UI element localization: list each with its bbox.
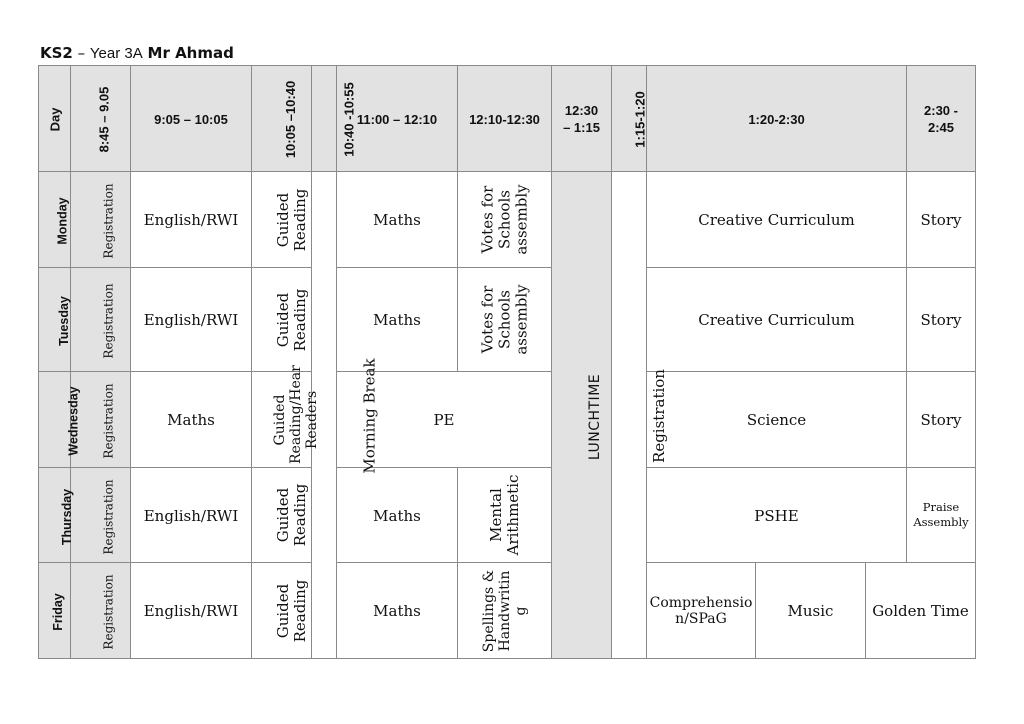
registration-cell: Registration <box>71 172 131 268</box>
header-time-845: 8:45 – 9.05 <box>71 66 131 172</box>
session-cell: Maths <box>131 372 252 468</box>
session-cell: Votes for Schools assembly <box>458 268 552 372</box>
timetable <box>38 65 976 659</box>
header-time-230: 2:30 - 2:45 <box>907 66 976 172</box>
teacher-name: Mr Ahmad <box>147 44 234 62</box>
session-cell: Guided Reading <box>252 172 312 268</box>
registration-cell: Registration <box>71 372 131 468</box>
session-cell: Guided Reading <box>252 563 312 659</box>
session-cell: Science <box>647 372 907 468</box>
session-cell: Praise Assembly <box>907 468 976 563</box>
header-time-1210: 12:10-12:30 <box>458 66 552 172</box>
day-label: Thursday <box>39 468 71 563</box>
header-time-1005: 10:05 –10:40 <box>252 66 312 172</box>
header-time-1040: 10:40 -10:55 <box>312 66 337 172</box>
session-cell: English/RWI <box>131 563 252 659</box>
session-cell: PE <box>337 372 552 468</box>
key-stage: KS2 <box>40 44 73 62</box>
header-time-1230: 12:30 – 1:15 <box>552 66 612 172</box>
session-cell: Maths <box>337 172 458 268</box>
afternoon-registration-cell: Registration <box>612 172 647 659</box>
row-friday <box>39 563 976 659</box>
session-cell: Maths <box>337 468 458 563</box>
registration-cell: Registration <box>71 468 131 563</box>
session-cell: Comprehension/SPaG <box>647 563 756 659</box>
session-cell: English/RWI <box>131 468 252 563</box>
session-cell: Guided Reading/Hear Readers <box>252 372 312 468</box>
day-label: Monday <box>39 172 71 268</box>
session-cell: Creative Curriculum <box>647 268 907 372</box>
session-cell: Guided Reading <box>252 268 312 372</box>
row-monday <box>39 172 976 268</box>
header-row <box>39 66 976 172</box>
session-cell: Creative Curriculum <box>647 172 907 268</box>
session-cell: PSHE <box>647 468 907 563</box>
row-thursday <box>39 468 976 563</box>
session-cell: Golden Time <box>866 563 976 659</box>
page-title: KS2 – Year 3A Mr Ahmad <box>40 44 234 62</box>
morning-break-cell: Morning Break <box>312 172 337 659</box>
session-cell: Story <box>907 372 976 468</box>
header-time-120: 1:20-2:30 <box>647 66 907 172</box>
session-cell: Story <box>907 268 976 372</box>
session-cell: Spellings & Handwriting <box>458 563 552 659</box>
session-cell: Votes for Schools assembly <box>458 172 552 268</box>
registration-cell: Registration <box>71 563 131 659</box>
day-label: Tuesday <box>39 268 71 372</box>
day-label: Friday <box>39 563 71 659</box>
row-tuesday <box>39 268 976 372</box>
header-time-115: 1:15-1:20 <box>612 66 647 172</box>
lunchtime-cell: LUNCHTIME <box>552 172 612 659</box>
session-cell: Mental Arithmetic <box>458 468 552 563</box>
registration-cell: Registration <box>71 268 131 372</box>
session-cell: Guided Reading <box>252 468 312 563</box>
session-cell: Maths <box>337 563 458 659</box>
header-time-1100: 11:00 – 12:10 <box>337 66 458 172</box>
session-cell: Music <box>756 563 866 659</box>
row-wednesday <box>39 372 976 468</box>
header-day: Day <box>39 66 71 172</box>
header-time-905: 9:05 – 10:05 <box>131 66 252 172</box>
session-cell: English/RWI <box>131 172 252 268</box>
session-cell: English/RWI <box>131 268 252 372</box>
session-cell: Story <box>907 172 976 268</box>
class-name: Year 3A <box>89 45 143 62</box>
day-label: Wednesday <box>39 372 71 468</box>
session-cell: Maths <box>337 268 458 372</box>
